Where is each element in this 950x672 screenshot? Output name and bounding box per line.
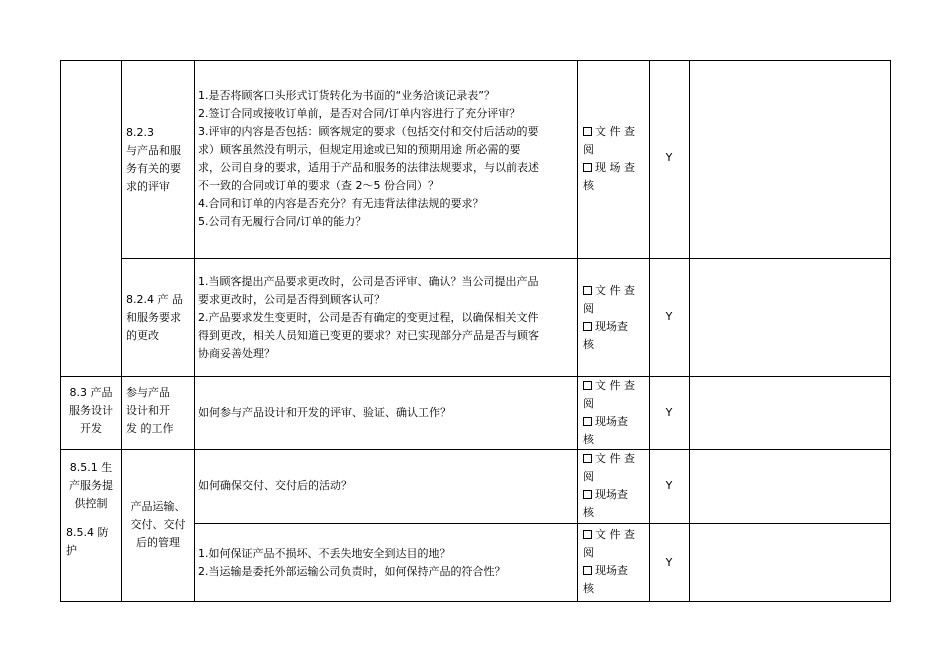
question-line: 1.是否将顾客口头形式订货转化为书面的“业务洽谈记录表”？ (198, 89, 495, 102)
topic-line: 交付、交付 (130, 518, 186, 531)
check-label: 现场查 (595, 320, 628, 333)
topic-line: 8.2.3 (126, 126, 154, 139)
question-line: 5.公司有无履行合同/订单的能力？ (198, 215, 367, 228)
question-cell (198, 273, 576, 363)
topic-line: 参与产品 (126, 386, 170, 399)
result-cell: Y (665, 151, 673, 164)
row-divider (60, 449, 891, 450)
check-label: 核 (583, 179, 594, 192)
question-cell (198, 87, 576, 231)
question-line: 得到更改，相关人员知道已变更的要求？对已实现部分产品是否与顾客 (198, 329, 539, 342)
check-method-cell (583, 450, 649, 522)
check-label: 核 (583, 506, 594, 519)
question-line: 2.产品要求发生变更时，公司是否有确定的变更过程，以确保相关文件 (198, 311, 539, 324)
check-label: 文 件 查 (595, 452, 635, 465)
question-line: 4.合同和订单的内容是否充分？有无违背法律法规的要求？ (198, 197, 484, 210)
question-line: 不一致的合同或订单的要求（查 2〜5 份合同）？ (198, 179, 439, 192)
checkbox-site-audit[interactable] (583, 163, 592, 172)
result-cell: Y (665, 310, 673, 323)
check-label: 现 场 查 (595, 161, 635, 174)
checkbox-document-review[interactable] (583, 381, 592, 390)
check-label: 文 件 查 (595, 379, 635, 392)
question-cell (198, 477, 576, 495)
row-divider (60, 376, 891, 377)
check-label: 文 件 查 (595, 284, 635, 297)
topic-line: 与产品和服 (126, 144, 181, 157)
table-border-left (60, 60, 61, 602)
clause-cell (61, 384, 121, 438)
question-cell (198, 404, 576, 422)
question-line: 协商妥善处理？ (198, 347, 275, 360)
checkbox-site-audit[interactable] (583, 417, 592, 426)
checkbox-site-audit[interactable] (583, 322, 592, 331)
topic-line: 求的评审 (126, 180, 170, 193)
check-label: 阅 (583, 470, 594, 483)
checkbox-document-review[interactable] (583, 286, 592, 295)
column-divider (689, 60, 690, 602)
question-line: 2.签订合同或接收订单前，是否对合同/订单内容进行了充分评审？ (198, 107, 521, 120)
column-divider (577, 60, 578, 602)
clause-line: 服务设计 (69, 404, 113, 417)
topic-line: 和服务要求 (126, 311, 181, 324)
topic-line: 务有关的要 (126, 162, 181, 175)
check-label: 核 (583, 582, 594, 595)
column-divider (194, 60, 195, 602)
topic-line: 设计和开 (126, 404, 170, 417)
clause-line: 开发 (80, 422, 102, 435)
question-line: 要求更改时，公司是否得到顾客认可？ (198, 293, 385, 306)
topic-cell (126, 384, 194, 438)
result-cell: Y (665, 556, 673, 569)
clause-line: 护 (66, 544, 77, 557)
result-cell: Y (665, 406, 673, 419)
check-label: 阅 (583, 143, 594, 156)
topic-cell (126, 291, 194, 345)
topic-line: 后的管理 (136, 536, 180, 549)
clause-line: 8.5.4 防 (66, 526, 109, 539)
topic-line: 的更改 (126, 329, 159, 342)
check-label: 阅 (583, 546, 594, 559)
question-line: 如何参与产品设计和开发的评审、验证、确认工作？ (198, 406, 451, 419)
result-cell: Y (665, 479, 673, 492)
check-label: 现场查 (595, 415, 628, 428)
column-divider (649, 60, 650, 602)
question-cell (198, 545, 576, 581)
checkbox-site-audit[interactable] (583, 490, 592, 499)
question-line: 求，公司自身的要求，适用于产品和服务的法律法规要求，与以前表述 (198, 161, 539, 174)
clause-line: 8.5.1 生 (69, 461, 113, 474)
question-line: 1.当顾客提出产品要求更改时，公司是否评审、确认？当公司提出产品 (198, 275, 539, 288)
clause-cell (66, 524, 121, 560)
checkbox-site-audit[interactable] (583, 566, 592, 575)
checkbox-document-review[interactable] (583, 454, 592, 463)
checkbox-document-review[interactable] (583, 127, 592, 136)
check-label: 阅 (583, 397, 594, 410)
question-line: 求）顾客虽然没有明示，但规定用途或已知的预期用途 所必需的要 (198, 143, 521, 156)
check-method-cell (583, 282, 649, 354)
check-label: 核 (583, 433, 594, 446)
clause-line: 产服务提 (69, 479, 113, 492)
row-divider (121, 258, 891, 259)
check-method-cell (583, 123, 649, 195)
check-method-cell (583, 377, 649, 449)
check-label: 文 件 查 (595, 125, 635, 138)
check-method-cell (583, 526, 649, 598)
check-label: 现场查 (595, 488, 628, 501)
topic-cell (126, 124, 194, 196)
topic-line: 产品运输、 (130, 500, 186, 513)
question-line: 1.如何保证产品不损坏、不丢失地安全到达目的地？ (198, 547, 451, 560)
table-border-right (890, 60, 891, 602)
clause-line: 8.3 产品 (69, 386, 113, 399)
checkbox-document-review[interactable] (583, 530, 592, 539)
clause-cell (61, 459, 121, 513)
question-line: 2.当运输是委托外部运输公司负责时，如何保持产品的符合性？ (198, 565, 506, 578)
row-divider (194, 523, 891, 524)
topic-cell (122, 498, 194, 552)
table-border-bottom (60, 601, 891, 602)
question-line: 3.评审的内容是否包括：顾客规定的要求（包括交付和交付后活动的要 (198, 125, 539, 138)
table-border-top (60, 60, 891, 61)
check-label: 现场查 (595, 564, 628, 577)
check-label: 文 件 查 (595, 528, 635, 541)
question-line: 如何确保交付、交付后的活动？ (198, 479, 352, 492)
check-label: 核 (583, 338, 594, 351)
topic-line: 8.2.4 产 品 (126, 293, 183, 306)
topic-line: 发 的工作 (126, 422, 174, 435)
clause-line: 供控制 (74, 497, 108, 510)
check-label: 阅 (583, 302, 594, 315)
